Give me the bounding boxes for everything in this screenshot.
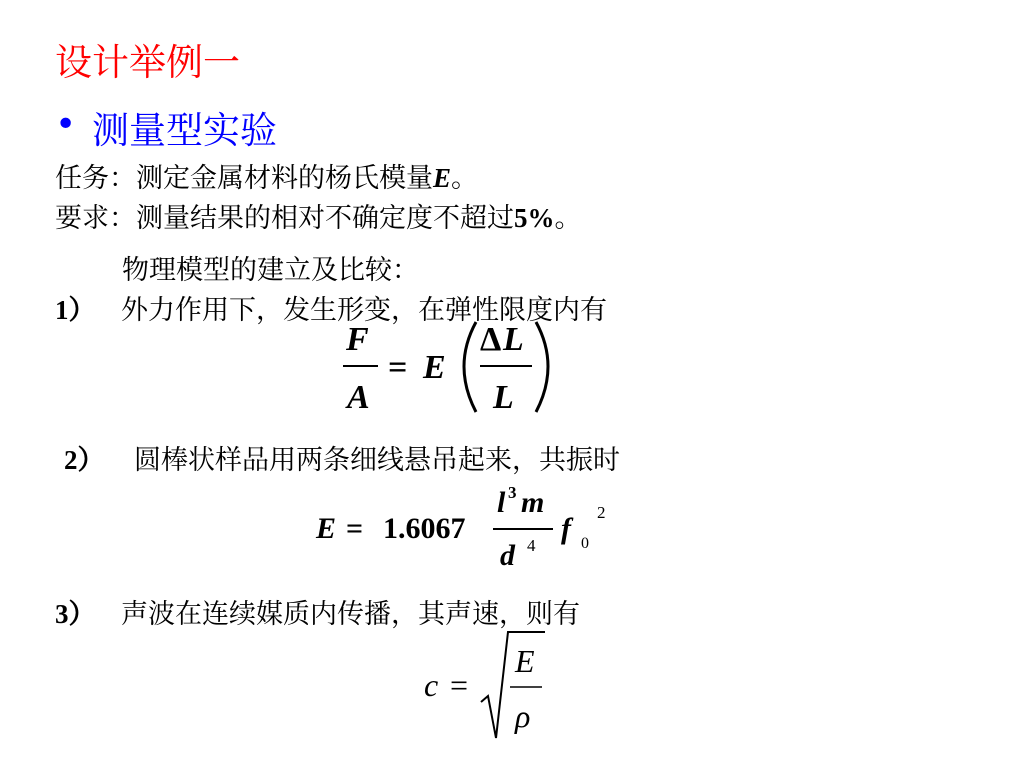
formula1-F: F [346, 321, 369, 358]
model-intro: 物理模型的建立及比较： [122, 255, 419, 286]
item-number: 1） [55, 295, 96, 325]
formula3-c: c [424, 667, 439, 703]
item-text: 外力作用下，发生形变，在弹性限度内有 [121, 295, 607, 326]
requirement-suffix: 。 [554, 203, 582, 234]
formula2-sub0: 0 [581, 535, 589, 552]
formula2-exp4: 4 [527, 536, 536, 555]
formula3-rho: ρ [515, 698, 531, 734]
bullet-point: • [55, 104, 77, 145]
formula2-exp2: 2 [597, 503, 606, 522]
formula2-m: m [521, 486, 545, 519]
formula1-A: A [347, 379, 370, 416]
formula2-l: l [497, 486, 506, 519]
formula1-equals: = [388, 349, 408, 386]
formula2-exp3: 3 [508, 483, 517, 502]
formula2-equals: = [346, 512, 364, 545]
formula2-d: d [500, 539, 515, 572]
requirement-value: 5% [514, 203, 555, 233]
item-text: 声波在连续媒质内传播，其声速，则有 [121, 599, 580, 630]
formula1-delta: Δ [480, 321, 502, 358]
formula1-L-bottom: L [493, 379, 514, 416]
formula2-E: E [316, 512, 337, 545]
section-subtitle: 测量型实验 [92, 109, 277, 152]
formula2-f: f [561, 512, 571, 545]
task-symbol: E [433, 163, 452, 193]
formula3-E: E [515, 643, 535, 679]
requirement-text: 要求：测量结果的相对不确定度不超过 [55, 203, 514, 234]
task-suffix: 。 [451, 163, 479, 194]
slide-title: 设计举例一 [55, 41, 240, 84]
formula1-E: E [423, 349, 446, 386]
item-text: 圆棒状样品用两条细线悬吊起来，共振时 [134, 445, 620, 476]
formula3-equals: = [450, 667, 469, 703]
item-number: 2） [64, 445, 105, 475]
formula3-sqrt-sign [481, 632, 545, 738]
formula2-coefficient: 1.6067 [383, 512, 466, 545]
task-text: 任务：测定金属材料的杨氏模量 [55, 163, 433, 194]
formula1-L-top: L [503, 321, 524, 358]
item-number: 3） [55, 599, 96, 629]
